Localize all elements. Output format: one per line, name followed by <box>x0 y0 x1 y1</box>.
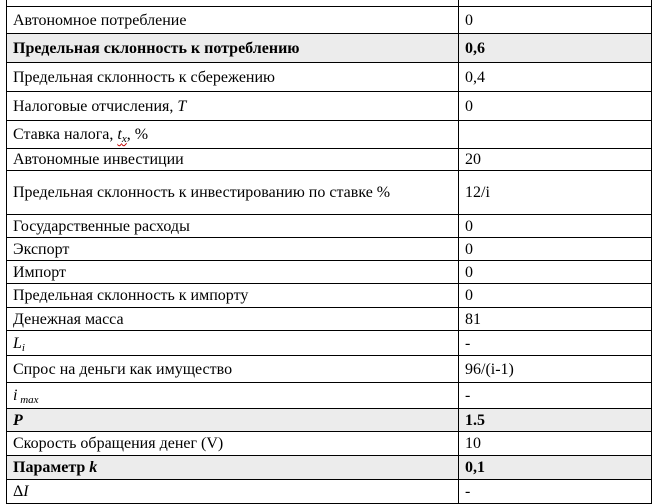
row-value: - <box>459 480 652 504</box>
row-value: 20 <box>459 149 652 171</box>
table-row <box>7 308 652 331</box>
row-label <box>7 121 459 149</box>
table-row <box>7 149 652 171</box>
row-value <box>459 121 652 149</box>
label-variable: L <box>13 334 22 352</box>
row-label: Предельная склонность к сбережению <box>7 63 459 92</box>
label-subscript: max <box>17 394 39 406</box>
table-row <box>7 121 652 149</box>
label-variable: P <box>13 411 23 429</box>
row-value: 0,6 <box>459 34 652 63</box>
row-value: 96/(i-1) <box>459 356 652 383</box>
row-label: Автономное потребление <box>7 7 459 34</box>
table-row <box>7 284 652 308</box>
row-label: Предельная склонность к импорту <box>7 284 459 308</box>
table-row <box>7 63 652 92</box>
row-value: 0 <box>459 92 652 121</box>
row-value: 1.5 <box>459 409 652 432</box>
row-label: Предельная склонность к инвестированию по ставке % <box>7 171 459 215</box>
row-value: 81 <box>459 308 652 331</box>
table-row <box>7 7 652 34</box>
label-variable: k <box>89 459 98 476</box>
row-value: 0 <box>459 215 652 238</box>
row-value: 0,4 <box>459 63 652 92</box>
row-value: - <box>459 331 652 356</box>
row-label <box>7 92 459 121</box>
table-row <box>7 356 652 383</box>
table-row <box>7 92 652 121</box>
row-label <box>7 331 459 356</box>
row-value: 0 <box>459 7 652 34</box>
row-label: Денежная масса <box>7 308 459 331</box>
label-after: , % <box>126 126 149 143</box>
table-row <box>7 409 652 432</box>
row-label: Государственные расходы <box>7 215 459 238</box>
label-text: Налоговые отчисления, <box>13 97 178 115</box>
table-row <box>7 215 652 238</box>
table-row <box>7 383 652 409</box>
table-row <box>7 238 652 261</box>
row-label <box>7 383 459 409</box>
row-value: 12/i <box>459 171 652 215</box>
label-variable: I <box>23 483 29 500</box>
row-label: Скорость обращения денег (V) <box>7 432 459 456</box>
row-value: 10 <box>459 432 652 456</box>
label-text: Ставка налога, <box>13 126 118 143</box>
label-subscript: x <box>121 133 127 145</box>
row-label: Автономные инвестиции <box>7 149 459 171</box>
row-label: Экспорт <box>7 238 459 261</box>
row-value: 0,1 <box>459 456 652 480</box>
label-subscript: i <box>21 341 25 354</box>
spellcheck-underlined-variable <box>117 126 126 143</box>
row-value: 0 <box>459 284 652 308</box>
row-value: - <box>459 383 652 409</box>
row-label: Импорт <box>7 261 459 284</box>
row-label: Предельная склонность к потреблению <box>7 34 459 63</box>
table-row <box>7 432 652 456</box>
label-variable: t <box>117 126 122 143</box>
parameters-table <box>6 0 652 504</box>
table-row <box>7 34 652 63</box>
row-value: 0 <box>459 238 652 261</box>
label-text: Δ <box>13 483 24 500</box>
table-row <box>7 331 652 356</box>
row-label <box>7 456 459 480</box>
table-row <box>7 456 652 480</box>
row-label <box>7 409 459 432</box>
table-row <box>7 261 652 284</box>
row-label: Спрос на деньги как имущество <box>7 356 459 383</box>
label-text: Параметр <box>13 459 90 476</box>
row-value: 0 <box>459 261 652 284</box>
label-variable: T <box>177 97 187 115</box>
table-row <box>7 171 652 215</box>
label-variable: i <box>13 387 18 404</box>
